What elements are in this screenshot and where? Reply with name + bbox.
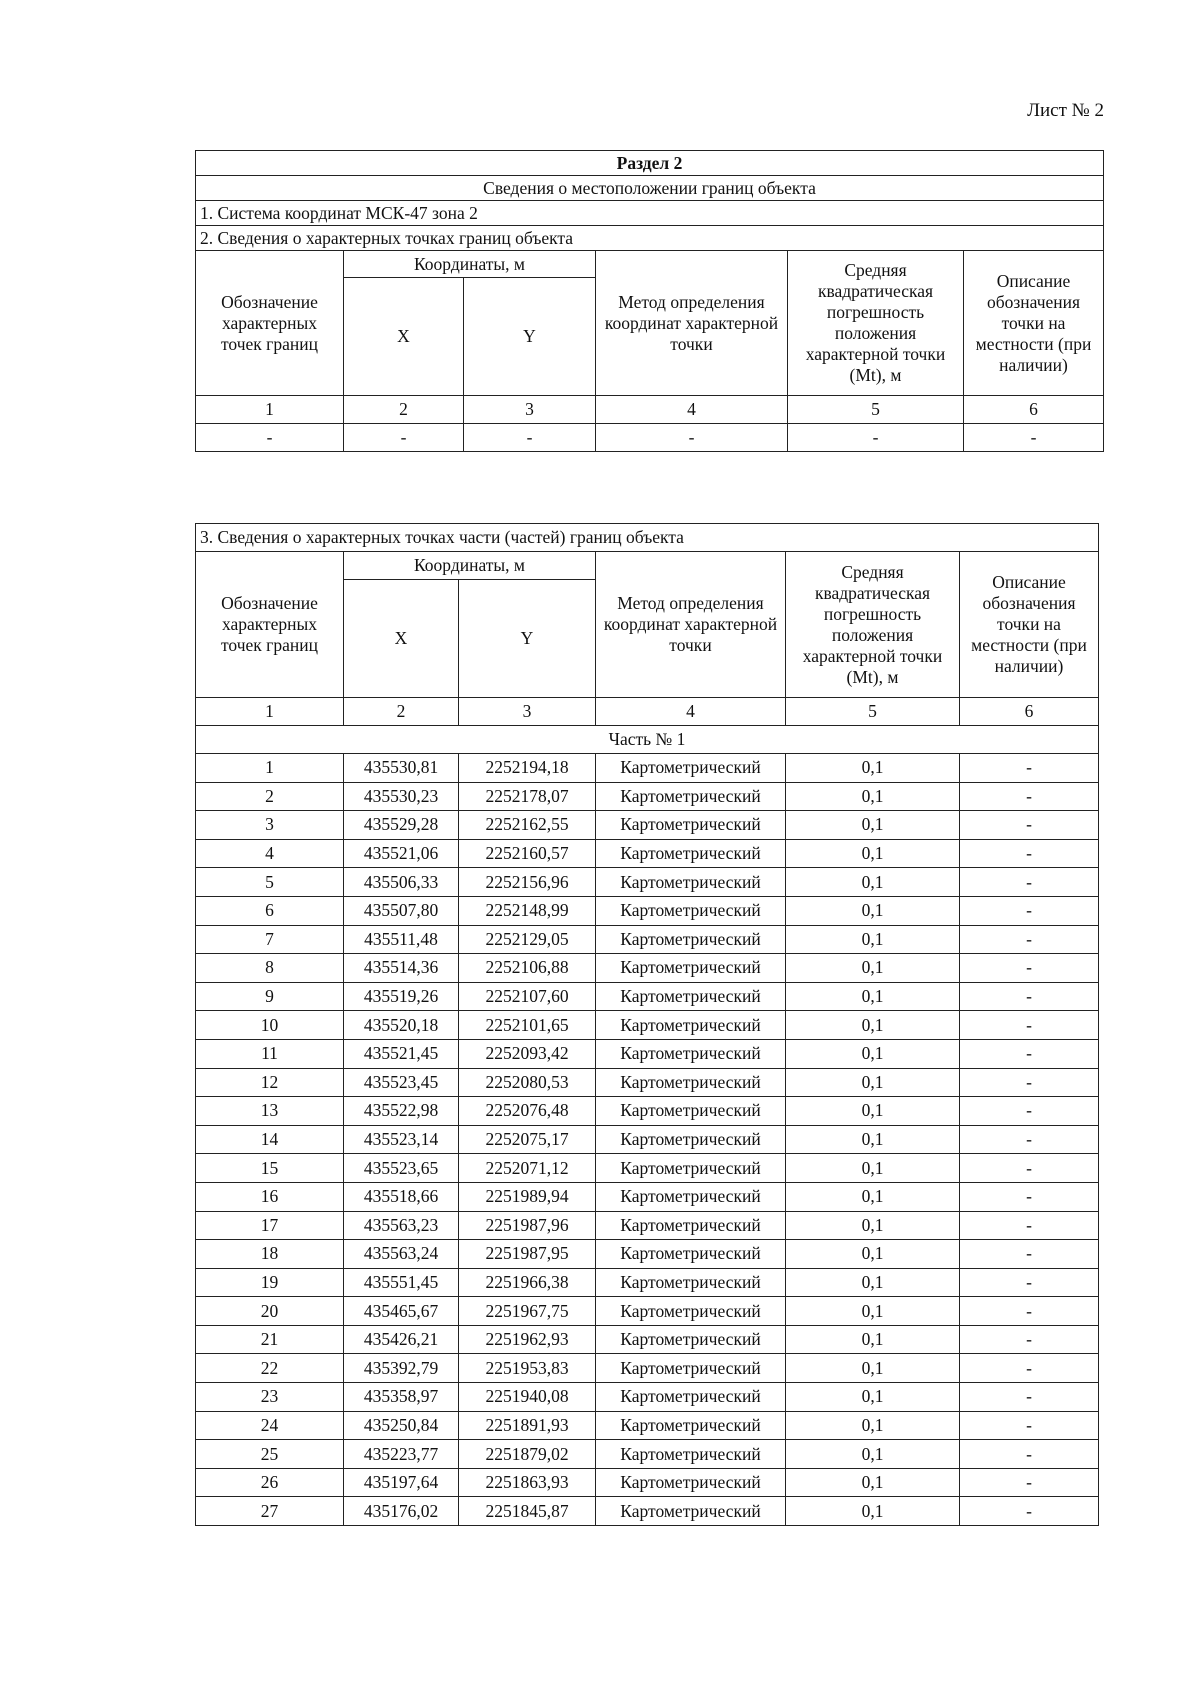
description-cell: -	[960, 1411, 1099, 1440]
header-method: Метод определения координат характерной точки	[596, 552, 786, 698]
coord-y: 2252076,48	[459, 1097, 596, 1126]
description-cell: -	[960, 1039, 1099, 1068]
error-cell: 0,1	[786, 1154, 960, 1183]
point-number: 3	[196, 811, 344, 840]
table-row	[196, 1068, 1099, 1097]
method-cell: Картометрический	[596, 1468, 786, 1497]
description-cell: -	[960, 1268, 1099, 1297]
description-cell: -	[960, 1011, 1099, 1040]
description-cell: -	[960, 1125, 1099, 1154]
boundary-points-table	[195, 150, 1104, 452]
table-row	[196, 1440, 1099, 1469]
coord-x: 435250,84	[344, 1411, 459, 1440]
description-cell: -	[960, 1240, 1099, 1269]
description-cell: -	[960, 1468, 1099, 1497]
coord-x: 435530,23	[344, 782, 459, 811]
coord-x: 435511,48	[344, 925, 459, 954]
error-cell: 0,1	[786, 1268, 960, 1297]
error-cell: 0,1	[786, 1182, 960, 1211]
error-cell: 0,1	[786, 1211, 960, 1240]
table-row	[196, 1097, 1099, 1126]
header-y: Y	[459, 580, 596, 698]
col-number: 1	[196, 698, 344, 726]
method-cell: Картометрический	[596, 1039, 786, 1068]
coord-y: 2251845,87	[459, 1497, 596, 1526]
description-cell: -	[960, 868, 1099, 897]
section-title: Раздел 2	[196, 151, 1104, 176]
coord-y: 2251962,93	[459, 1325, 596, 1354]
col-number: 6	[960, 698, 1099, 726]
coord-x: 435523,14	[344, 1125, 459, 1154]
col-number: 1	[196, 396, 344, 424]
description-cell: -	[960, 1154, 1099, 1183]
col-number: 5	[788, 396, 964, 424]
coord-x: 435521,06	[344, 839, 459, 868]
method-cell: Картометрический	[596, 1383, 786, 1412]
point-number: 9	[196, 982, 344, 1011]
coord-y: 2251989,94	[459, 1182, 596, 1211]
coord-y: 2252093,42	[459, 1039, 596, 1068]
method-cell: Картометрический	[596, 1154, 786, 1183]
error-cell: 0,1	[786, 1097, 960, 1126]
description-cell: -	[960, 954, 1099, 983]
coord-y: 2251967,75	[459, 1297, 596, 1326]
point-number: 25	[196, 1440, 344, 1469]
error-cell: 0,1	[786, 1240, 960, 1269]
header-coords: Координаты, м	[344, 251, 596, 278]
coord-x: 435507,80	[344, 896, 459, 925]
table-row	[196, 1383, 1099, 1412]
coord-y: 2252148,99	[459, 896, 596, 925]
coord-x: 435563,23	[344, 1211, 459, 1240]
coord-y: 2251987,96	[459, 1211, 596, 1240]
empty-cell: -	[788, 424, 964, 452]
col-number: 2	[344, 396, 464, 424]
point-number: 12	[196, 1068, 344, 1097]
parts-heading: 3. Сведения о характерных точках части (частей) границ объекта	[196, 524, 1099, 552]
method-cell: Картометрический	[596, 1354, 786, 1383]
coord-y: 2251953,83	[459, 1354, 596, 1383]
method-cell: Картометрический	[596, 1297, 786, 1326]
description-cell: -	[960, 982, 1099, 1011]
col-number: 4	[596, 396, 788, 424]
description-cell: -	[960, 1354, 1099, 1383]
coord-y: 2252071,12	[459, 1154, 596, 1183]
points-body	[196, 754, 1099, 1526]
header-description: Описание обозначения точки на местности (при наличии)	[964, 251, 1104, 396]
coord-y: 2251987,95	[459, 1240, 596, 1269]
description-cell: -	[960, 1383, 1099, 1412]
error-cell: 0,1	[786, 1354, 960, 1383]
table-row	[196, 925, 1099, 954]
error-cell: 0,1	[786, 754, 960, 783]
point-number: 20	[196, 1297, 344, 1326]
table-row	[196, 1325, 1099, 1354]
coord-x: 435520,18	[344, 1011, 459, 1040]
method-cell: Картометрический	[596, 896, 786, 925]
point-number: 1	[196, 754, 344, 783]
point-number: 5	[196, 868, 344, 897]
table-row	[196, 1125, 1099, 1154]
point-number: 17	[196, 1211, 344, 1240]
error-cell: 0,1	[786, 1039, 960, 1068]
point-number: 8	[196, 954, 344, 983]
coord-y: 2251891,93	[459, 1411, 596, 1440]
empty-cell: -	[596, 424, 788, 452]
error-cell: 0,1	[786, 1383, 960, 1412]
description-cell: -	[960, 1497, 1099, 1526]
method-cell: Картометрический	[596, 1097, 786, 1126]
point-number: 16	[196, 1182, 344, 1211]
empty-cell: -	[964, 424, 1104, 452]
coord-y: 2251879,02	[459, 1440, 596, 1469]
coord-x: 435523,65	[344, 1154, 459, 1183]
header-x: X	[344, 278, 464, 396]
coord-x: 435529,28	[344, 811, 459, 840]
header-x: X	[344, 580, 459, 698]
point-number: 26	[196, 1468, 344, 1497]
part-points-table	[195, 523, 1099, 1526]
point-number: 7	[196, 925, 344, 954]
col-number: 4	[596, 698, 786, 726]
coord-y: 2252075,17	[459, 1125, 596, 1154]
coord-y: 2252178,07	[459, 782, 596, 811]
table-row	[196, 1240, 1099, 1269]
header-coords: Координаты, м	[344, 552, 596, 580]
coord-y: 2251863,93	[459, 1468, 596, 1497]
coord-x: 435523,45	[344, 1068, 459, 1097]
error-cell: 0,1	[786, 1325, 960, 1354]
col-number: 3	[464, 396, 596, 424]
point-number: 19	[196, 1268, 344, 1297]
table-row	[196, 1497, 1099, 1526]
coord-x: 435522,98	[344, 1097, 459, 1126]
description-cell: -	[960, 1097, 1099, 1126]
coord-y: 2251966,38	[459, 1268, 596, 1297]
coord-y: 2252101,65	[459, 1011, 596, 1040]
coord-x: 435176,02	[344, 1497, 459, 1526]
method-cell: Картометрический	[596, 982, 786, 1011]
method-cell: Картометрический	[596, 1268, 786, 1297]
coord-y: 2252080,53	[459, 1068, 596, 1097]
table-row	[196, 782, 1099, 811]
point-number: 2	[196, 782, 344, 811]
error-cell: 0,1	[786, 782, 960, 811]
coord-x: 435506,33	[344, 868, 459, 897]
point-number: 27	[196, 1497, 344, 1526]
empty-cell: -	[464, 424, 596, 452]
coord-x: 435551,45	[344, 1268, 459, 1297]
method-cell: Картометрический	[596, 868, 786, 897]
error-cell: 0,1	[786, 839, 960, 868]
coord-x: 435358,97	[344, 1383, 459, 1412]
description-cell: -	[960, 1068, 1099, 1097]
table-row	[196, 1154, 1099, 1183]
error-cell: 0,1	[786, 1440, 960, 1469]
header-method: Метод определения координат характерной точки	[596, 251, 788, 396]
method-cell: Картометрический	[596, 1325, 786, 1354]
header-designation: Обозначение характерных точек границ	[196, 552, 344, 698]
error-cell: 0,1	[786, 1068, 960, 1097]
description-cell: -	[960, 896, 1099, 925]
coord-x: 435392,79	[344, 1354, 459, 1383]
method-cell: Картометрический	[596, 811, 786, 840]
point-number: 14	[196, 1125, 344, 1154]
header-designation: Обозначение характерных точек границ	[196, 251, 344, 396]
table-row	[196, 754, 1099, 783]
point-number: 11	[196, 1039, 344, 1068]
coord-y: 2252156,96	[459, 868, 596, 897]
method-cell: Картометрический	[596, 1440, 786, 1469]
point-number: 10	[196, 1011, 344, 1040]
error-cell: 0,1	[786, 1011, 960, 1040]
point-number: 21	[196, 1325, 344, 1354]
coord-y: 2252160,57	[459, 839, 596, 868]
sheet-number: Лист № 2	[1027, 100, 1104, 121]
coord-y: 2252129,05	[459, 925, 596, 954]
header-error: Средняя квадратическая погрешность положения характерной точки (Mt), м	[786, 552, 960, 698]
error-cell: 0,1	[786, 1468, 960, 1497]
point-number: 15	[196, 1154, 344, 1183]
method-cell: Картометрический	[596, 1211, 786, 1240]
coord-y: 2252107,60	[459, 982, 596, 1011]
point-number: 6	[196, 896, 344, 925]
method-cell: Картометрический	[596, 1240, 786, 1269]
coord-y: 2252162,55	[459, 811, 596, 840]
coord-system: 1. Система координат МСК-47 зона 2	[196, 201, 1104, 226]
points-heading: 2. Сведения о характерных точках границ объекта	[196, 226, 1104, 251]
coord-x: 435521,45	[344, 1039, 459, 1068]
header-error: Средняя квадратическая погрешность положения характерной точки (Mt), м	[788, 251, 964, 396]
description-cell: -	[960, 1182, 1099, 1211]
table-row	[196, 1268, 1099, 1297]
coord-x: 435223,77	[344, 1440, 459, 1469]
col-number: 3	[459, 698, 596, 726]
coord-x: 435465,67	[344, 1297, 459, 1326]
error-cell: 0,1	[786, 982, 960, 1011]
description-cell: -	[960, 1211, 1099, 1240]
description-cell: -	[960, 782, 1099, 811]
method-cell: Картометрический	[596, 954, 786, 983]
col-number: 5	[786, 698, 960, 726]
point-number: 18	[196, 1240, 344, 1269]
coord-x: 435514,36	[344, 954, 459, 983]
table-row	[196, 1354, 1099, 1383]
coord-x: 435519,26	[344, 982, 459, 1011]
description-cell: -	[960, 925, 1099, 954]
point-number: 23	[196, 1383, 344, 1412]
table-row	[196, 839, 1099, 868]
empty-cell: -	[196, 424, 344, 452]
point-number: 13	[196, 1097, 344, 1126]
error-cell: 0,1	[786, 1125, 960, 1154]
part-label: Часть № 1	[196, 726, 1099, 754]
method-cell: Картометрический	[596, 1182, 786, 1211]
coord-x: 435530,81	[344, 754, 459, 783]
error-cell: 0,1	[786, 1411, 960, 1440]
table-row	[196, 954, 1099, 983]
coord-x: 435426,21	[344, 1325, 459, 1354]
description-cell: -	[960, 811, 1099, 840]
table-row	[196, 868, 1099, 897]
point-number: 22	[196, 1354, 344, 1383]
error-cell: 0,1	[786, 896, 960, 925]
error-cell: 0,1	[786, 925, 960, 954]
error-cell: 0,1	[786, 1497, 960, 1526]
method-cell: Картометрический	[596, 1411, 786, 1440]
table-row	[196, 1011, 1099, 1040]
table-row	[196, 1182, 1099, 1211]
table-row	[196, 896, 1099, 925]
description-cell: -	[960, 1297, 1099, 1326]
error-cell: 0,1	[786, 811, 960, 840]
header-y: Y	[464, 278, 596, 396]
table-row	[196, 1039, 1099, 1068]
description-cell: -	[960, 839, 1099, 868]
method-cell: Картометрический	[596, 1068, 786, 1097]
table-row	[196, 811, 1099, 840]
coord-y: 2252194,18	[459, 754, 596, 783]
error-cell: 0,1	[786, 1297, 960, 1326]
error-cell: 0,1	[786, 954, 960, 983]
description-cell: -	[960, 1325, 1099, 1354]
point-number: 24	[196, 1411, 344, 1440]
error-cell: 0,1	[786, 868, 960, 897]
method-cell: Картометрический	[596, 1497, 786, 1526]
coord-y: 2251940,08	[459, 1383, 596, 1412]
table-row	[196, 1297, 1099, 1326]
description-cell: -	[960, 754, 1099, 783]
method-cell: Картометрический	[596, 754, 786, 783]
method-cell: Картометрический	[596, 1125, 786, 1154]
coord-x: 435563,24	[344, 1240, 459, 1269]
method-cell: Картометрический	[596, 925, 786, 954]
section-subtitle: Сведения о местоположении границ объекта	[196, 176, 1104, 201]
table-row	[196, 1411, 1099, 1440]
point-number: 4	[196, 839, 344, 868]
method-cell: Картометрический	[596, 1011, 786, 1040]
method-cell: Картометрический	[596, 839, 786, 868]
method-cell: Картометрический	[596, 782, 786, 811]
header-description: Описание обозначения точки на местности (при наличии)	[960, 552, 1099, 698]
coord-x: 435518,66	[344, 1182, 459, 1211]
description-cell: -	[960, 1440, 1099, 1469]
table-row	[196, 982, 1099, 1011]
coord-y: 2252106,88	[459, 954, 596, 983]
table-row	[196, 1468, 1099, 1497]
table-row	[196, 1211, 1099, 1240]
coord-x: 435197,64	[344, 1468, 459, 1497]
col-number: 6	[964, 396, 1104, 424]
col-number: 2	[344, 698, 459, 726]
empty-cell: -	[344, 424, 464, 452]
